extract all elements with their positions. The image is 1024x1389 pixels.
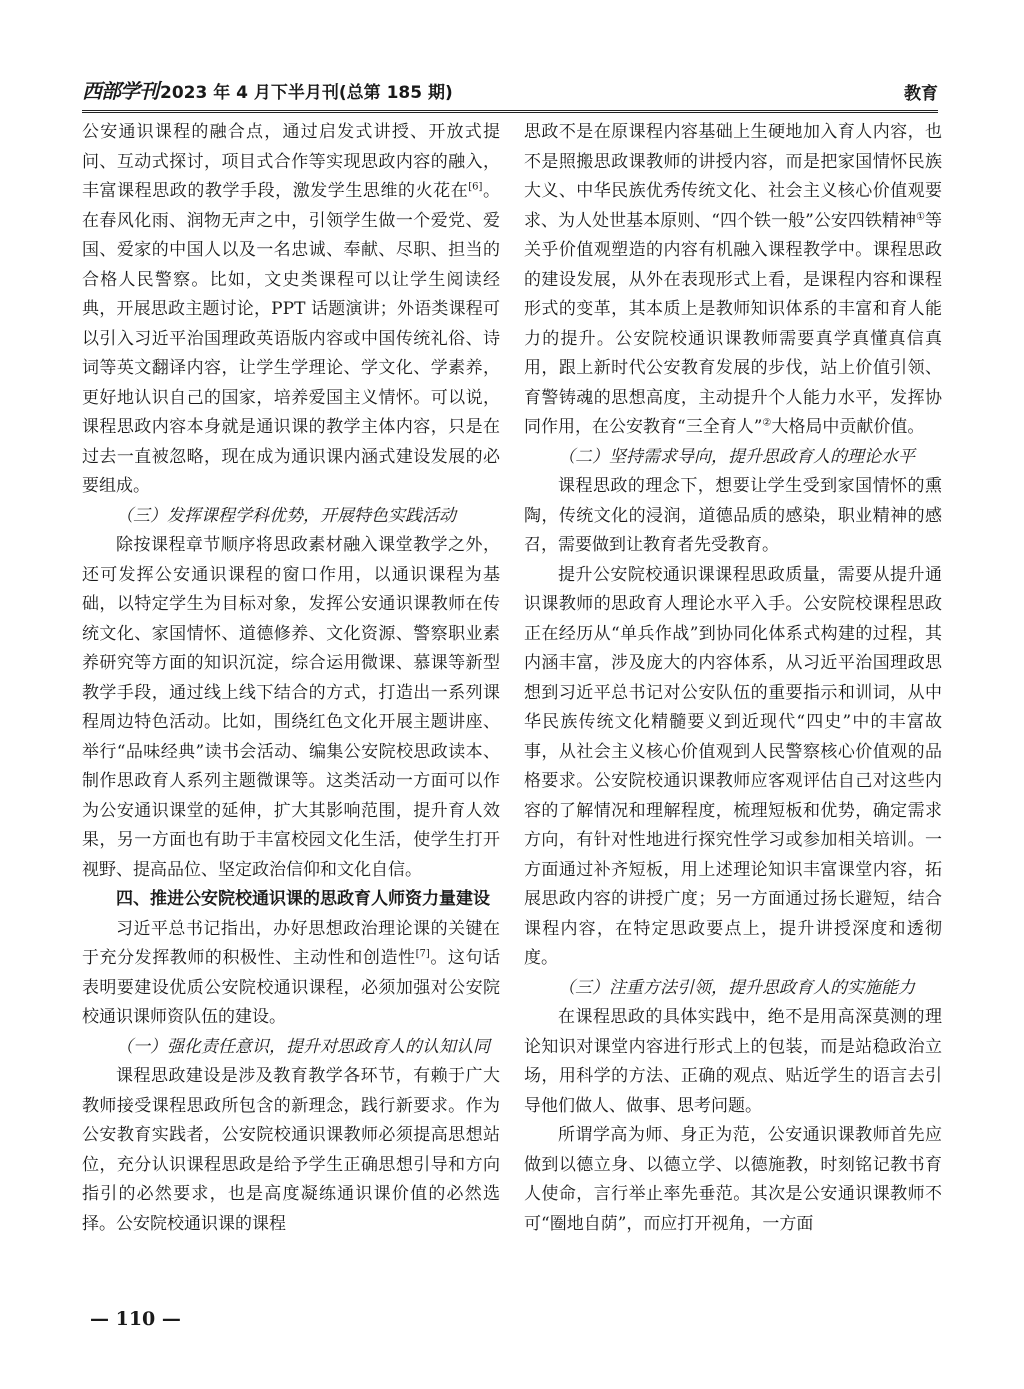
section-label: 教育 — [904, 84, 938, 104]
section-heading: 四、推进公安院校通识课的思政育人师资力量建设 — [116, 889, 490, 909]
body-paragraph — [82, 531, 500, 885]
body-paragraph — [524, 472, 942, 561]
citation-marker: [6] — [468, 181, 483, 193]
issue-info: 2023 年 4 月下半月刊(总第 185 期) — [160, 83, 453, 103]
left-column — [82, 118, 500, 1314]
page-header — [82, 68, 938, 113]
paragraph-text: 课程思政的理念下，想要让学生受到家国情怀的熏陶，传统文化的浸润，道德品质的感染，职业精神的感召，需要做到让教育者先受教育。 — [524, 476, 942, 555]
paragraph-text: 。在春风化雨、润物无声之中，引领学生做一个爱党、爱国、爱家的中国人以及一名忠诚、奉献、尽职、担当的合格人民警察。比如，文史类课程可以让学生阅读经典，开展思政主题讨论，PPT 话题演讲；外语类课程可以引入习近平治国理政英语版内容或中国传统礼俗、诗词等英文翻译内容，让学生学理论、学文化、学素养，更好地认识自己的国家，培养爱国主义情怀。可以说，课程思政内容本身就是通识课的教学主体内容，只是在过去一直被忽略，现在成为通识课内涵式建设发展的必要组成。 — [82, 181, 501, 496]
body-paragraph — [524, 118, 942, 443]
body-paragraph — [524, 1121, 942, 1239]
journal-logo: 西部学刊 — [82, 79, 158, 103]
right-column — [524, 118, 942, 1314]
paragraph-text: 课程思政建设是涉及教育教学各环节，有赖于广大教师接受课程思政所包含的新理念，践行新要求。作为公安教育实践者，公安院校通识课教师必须提高思想站位，充分认识课程思政是给予学生正确思想引导和方向指引的必然要求，也是高度凝练通识课价值的必然选择。公安院校通识课的课程 — [82, 1066, 500, 1234]
paragraph-text: 在课程思政的具体实践中，绝不是用高深莫测的理论知识对课堂内容进行形式上的包装，而是站稳政治立场，用科学的方法、正确的观点、贴近学生的语言去引导他们做人、做事、思考问题。 — [524, 1007, 942, 1116]
subsection-heading: （三）发挥课程学科优势，开展特色实践活动 — [116, 505, 456, 526]
paragraph-text: 提升公安院校通识课课程思政质量，需要从提升通识课教师的思政育人理论水平入手。公安院校课程思政正在经历从“单兵作战”到协同化体系式构建的过程，其内涵丰富，涉及庞大的内容体系，从习近平治国理政思想到习近平总书记对公安队伍的重要指示和训词，从中华民族传统文化精髓要义到近现代“四史”中的丰富故事，从社会主义核心价值观到人民警察核心价值观的品格要求。公安院校通识课教师应客观评估自己对这些内容的了解情况和理解程度，梳理短板和优势，确定需求方向，有针对性地进行探究性学习或参加相关培训。一方面通过补齐短板，用上述理论知识丰富课堂内容，拓展思政内容的讲授广度；另一方面通过扬长避短，结合课程内容，在特定思政要点上，提升讲授深度和透彻度。 — [524, 564, 942, 968]
body-paragraph — [524, 1003, 942, 1121]
paragraph-text: 公安通识课程的融合点，通过启发式讲授、开放式提问、互动式探讨，项目式合作等实现思政内容的融入，丰富课程思政的教学手段，激发学生思维的火花在 — [82, 122, 500, 201]
body-paragraph — [524, 561, 942, 974]
citation-marker: ① — [916, 210, 925, 222]
paragraph-text: 。这句话表明要建设优质公安院校通识课程，必须加强对公安院校通识课师资队伍的建设。 — [82, 948, 501, 1027]
journal-masthead — [82, 75, 453, 104]
footnote-marker: ② — [762, 417, 772, 429]
paragraph-text: 思政不是在原课程内容基础上生硬地加入育人内容，也不是照搬思政课教师的讲授内容，而是把家国情怀民族大义、中华民族优秀传统文化、社会主义核心价值观要求、为人处世基本原则、“四个铁一般”公安四铁精神 — [524, 122, 942, 231]
paragraph-text: 大格局中贡献价值。 — [771, 417, 925, 437]
citation-marker: [7] — [415, 948, 430, 960]
paragraph-text: 习近平总书记指出，办好思想政治理论课的关键在于充分发挥教师的积极性、主动性和创造性 — [82, 918, 500, 968]
paragraph-text: 所谓学高为师、身正为范，公安通识课教师首先应做到以德立身、以德立学、以德施教，时刻铭记教书育人使命，言行举止率先垂范。其次是公安通识课教师不可“圈地自荫”，而应打开视角，一方面 — [524, 1125, 942, 1234]
page-number: — 110 — — [90, 1308, 181, 1330]
article-body — [82, 118, 942, 1314]
paragraph-text: 除按课程章节顺序将思政素材融入课堂教学之外，还可发挥公安通识课程的窗口作用，以通识课程为基础，以特定学生为目标对象，发挥公安通识课教师在传统文化、家国情怀、道德修养、文化资源、警察职业素养研究等方面的知识沉淀，综合运用微课、慕课等新型教学手段，通过线上线下结合的方式，打造出一系列课程周边特色活动。比如，围绕红色文化开展主题讲座、举行“品味经典”读书会活动、编集公安院校思政读本、制作思政育人系列主题微课等。这类活动一方面可以作为公安通识课堂的延伸，扩大其影响范围，提升育人效果，另一方面也有助于丰富校园文化生活，使学生打开视野、提高品位、坚定政治信仰和文化自信。 — [82, 535, 500, 880]
subsection-heading: （三）注重方法引领，提升思政育人的实施能力 — [558, 977, 915, 998]
body-paragraph — [82, 118, 500, 502]
body-paragraph — [82, 915, 500, 1033]
paragraph-text: 等关乎价值观塑造的内容有机融入课程教学中。课程思政的建设发展，从外在表现形式上看，是课程内容和课程形式的变革，其本质上是教师知识体系的丰富和育人能力的提升。公安院校通识课教师需要真学真懂真信真用，跟上新时代公安教育发展的步伐，站上价值引领、育警铸魂的思想高度，主动提升个人能力水平，发挥协同作用，在公安教育“三全育人” — [524, 210, 942, 437]
subsection-heading: （二）坚持需求导向，提升思政育人的理论水平 — [558, 446, 915, 467]
subsection-heading: （一）强化责任意识，提升对思政育人的认知认同 — [116, 1036, 490, 1057]
body-paragraph — [82, 1062, 500, 1239]
